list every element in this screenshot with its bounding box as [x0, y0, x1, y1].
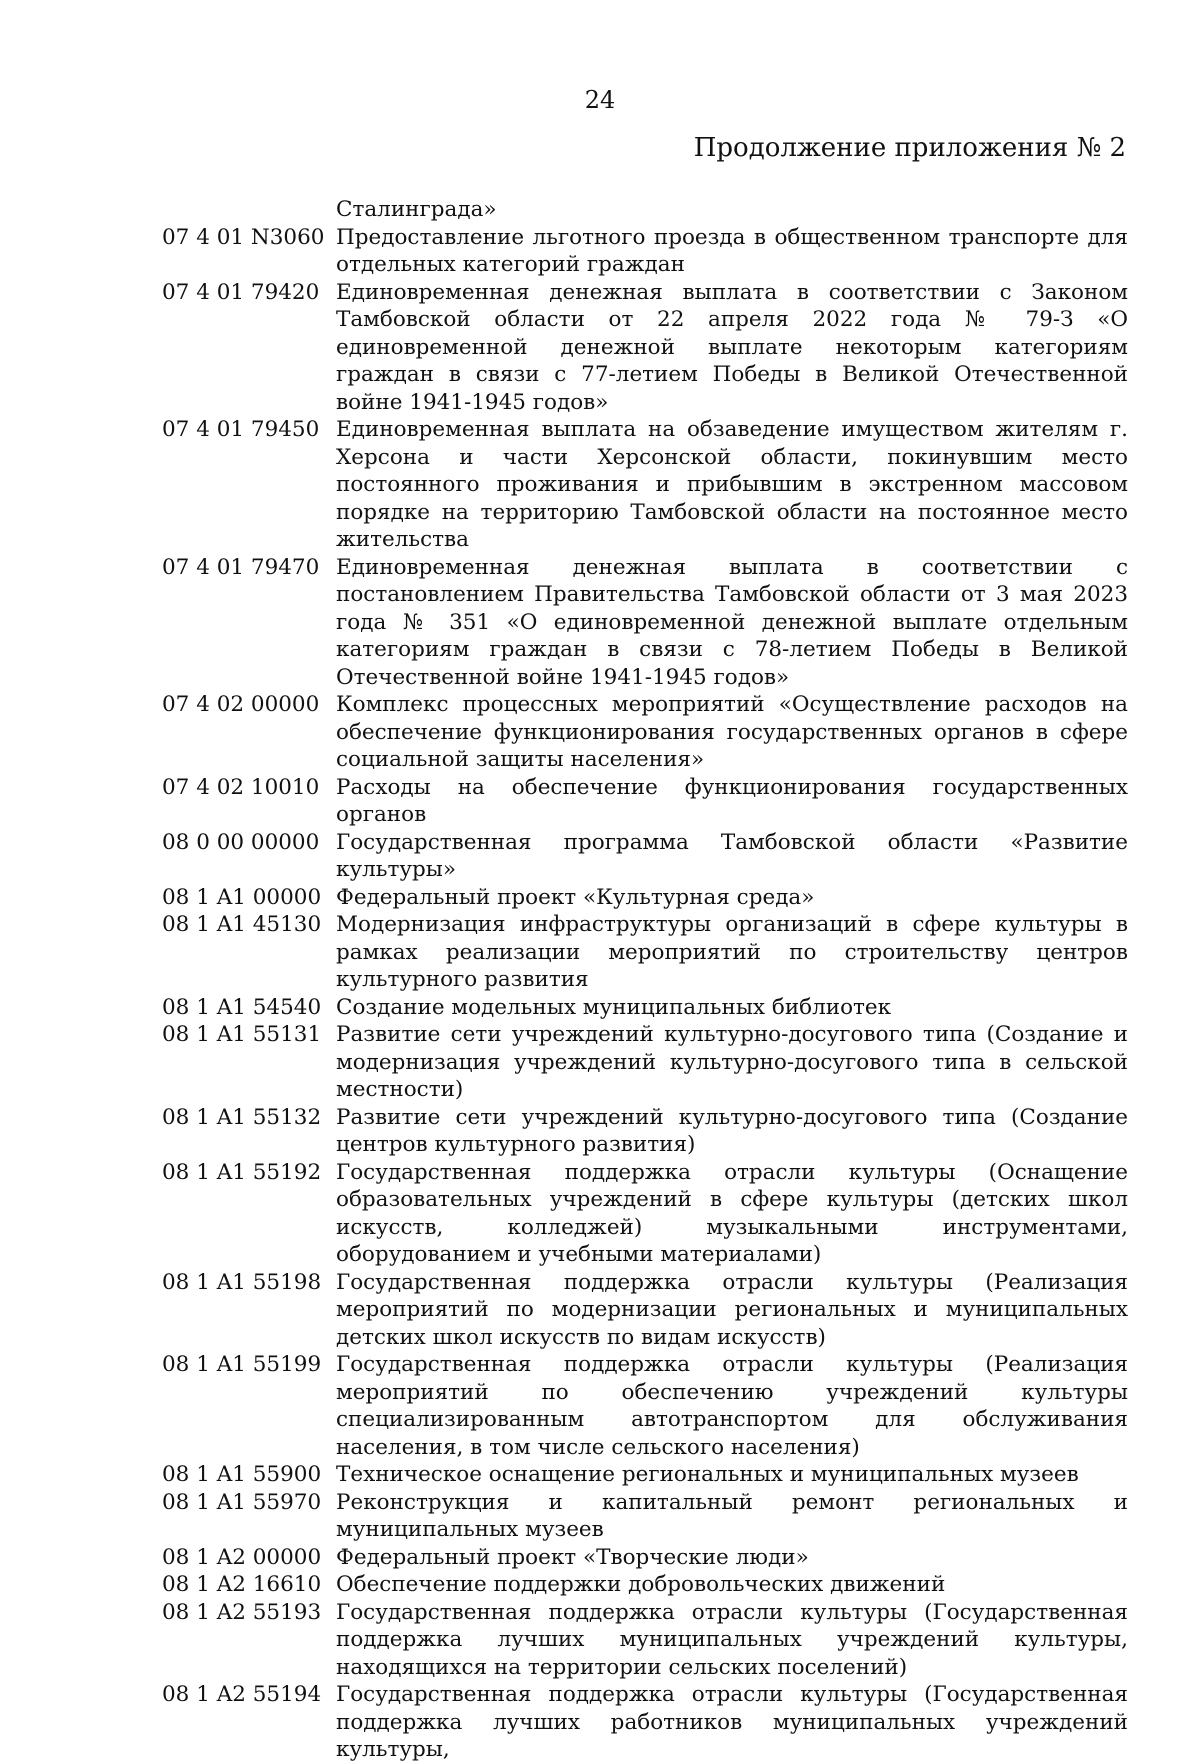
budget-code: 08 1 A1 55132 [162, 1104, 322, 1130]
expense-description: Федеральный проект «Творческие люди» [336, 1544, 809, 1570]
budget-code: 08 1 A2 16610 [162, 1572, 322, 1597]
budget-code: 07 4 02 10010 [162, 774, 320, 800]
budget-code: 08 1 A1 55131 [162, 1022, 322, 1047]
budget-code: 08 0 00 00000 [162, 829, 320, 855]
classification-codes-list [0, 196, 1200, 1764]
list-item [0, 1269, 1200, 1352]
list-item [0, 1159, 1200, 1269]
expense-description: Государственная программа Тамбовской области «Развитие культуры» [336, 829, 1128, 882]
expense-description: Обеспечение поддержки добровольческих движений [336, 1572, 946, 1597]
list-item [0, 416, 1200, 554]
list-item [0, 1021, 1200, 1104]
budget-code: 08 1 A2 55193 [162, 1599, 322, 1625]
expense-description: Комплекс процессных мероприятий «Осуществление расходов на обеспечение функционирования государственных органов в сфере социальной защиты населения» [336, 692, 1128, 772]
list-item [0, 279, 1200, 417]
expense-description: Федеральный проект «Культурная среда» [336, 884, 815, 910]
list-item [0, 1571, 1200, 1599]
budget-code: 07 4 01 N3060 [162, 224, 325, 250]
expense-description: Государственная поддержка отрасли культуры (Реализация мероприятий по обеспечению учреждений культуры специализированным автотранспортом для обслуживания населения, в том числе сельского населения) [336, 1352, 1128, 1460]
list-item [0, 224, 1200, 279]
budget-code: 08 1 A1 00000 [162, 884, 322, 910]
list-item [0, 1461, 1200, 1489]
budget-code: 08 1 A1 54540 [162, 994, 322, 1020]
list-item [0, 829, 1200, 884]
budget-code: 08 1 A2 00000 [162, 1544, 322, 1570]
list-item [0, 911, 1200, 994]
expense-description: Расходы на обеспечение функционирования государственных органов [336, 774, 1128, 827]
appendix-continuation-heading: Продолжение приложения № 2 [693, 133, 1126, 163]
list-item [0, 884, 1200, 912]
page-number: 24 [584, 86, 616, 114]
expense-description: Государственная поддержка отрасли культуры (Государственная поддержка лучших работников муниципальных учреждений культуры, [336, 1682, 1128, 1762]
expense-description: Развитие сети учреждений культурно-досугового типа (Создание и модернизация учреждений культурно-досугового типа в сельской местности) [336, 1022, 1128, 1102]
expense-description: Реконструкция и капитальный ремонт региональных и муниципальных музеев [336, 1489, 1128, 1542]
budget-code: 08 1 A1 45130 [162, 912, 322, 937]
list-item [0, 994, 1200, 1022]
expense-description: Развитие сети учреждений культурно-досугового типа (Создание центров культурного развития) [336, 1104, 1128, 1157]
list-item [0, 196, 1200, 224]
budget-code: 07 4 02 00000 [162, 692, 320, 717]
expense-description: Государственная поддержка отрасли культуры (Реализация мероприятий по модернизации региональных и муниципальных детских школ искусств по видам искусств) [336, 1269, 1128, 1350]
list-item [0, 1681, 1200, 1764]
budget-code: 07 4 01 79420 [162, 279, 320, 305]
expense-description: Предоставление льготного проезда в общественном транспорте для отдельных категорий граждан [336, 224, 1128, 277]
expense-description: Техническое оснащение региональных и муниципальных музеев [336, 1462, 1079, 1487]
expense-description: Создание модельных муниципальных библиотек [336, 994, 892, 1020]
expense-description: Единовременная денежная выплата в соответствии с Законом Тамбовской области от 22 апреля 2022 года № 79-З «О единовременной денежной выплате некоторым категориям граждан в связи с 77-летием Победы в Великой Отечественной войне 1941-1945 годов» [336, 279, 1128, 415]
expense-description: Единовременная выплата на обзаведение имуществом жителям г. Херсона и части Херсонской области, покинувшим место постоянного проживания и прибывшим в экстренном массовом порядке на территорию Тамбовской области на постоянное место жительства [336, 417, 1128, 552]
list-item [0, 1104, 1200, 1159]
list-item [0, 1544, 1200, 1572]
budget-code: 08 1 A1 55199 [162, 1352, 322, 1377]
list-item [0, 1489, 1200, 1544]
list-item [0, 774, 1200, 829]
budget-code: 07 4 01 79450 [162, 417, 320, 442]
list-item [0, 1351, 1200, 1461]
expense-description: Модернизация инфраструктуры организаций в сфере культуры в рамках реализации мероприятий по строительству центров культурного развития [336, 912, 1128, 992]
list-item [0, 691, 1200, 774]
budget-code: 08 1 A1 55198 [162, 1269, 322, 1295]
expense-description: Сталинграда» [336, 197, 497, 222]
expense-description: Единовременная денежная выплата в соответствии с постановлением Правительства Тамбовской области от 3 мая 2023 года № 351 «О единовременной денежной выплате отдельным категориям граждан в связи с 78-летием Победы в Великой Отечественной войне 1941-1945 годов» [336, 554, 1128, 690]
budget-code: 08 1 A1 55192 [162, 1159, 322, 1185]
list-item [0, 554, 1200, 692]
expense-description: Государственная поддержка отрасли культуры (Государственная поддержка лучших муниципальных учреждений культуры, находящихся на территории сельских поселений) [336, 1599, 1128, 1680]
budget-code: 07 4 01 79470 [162, 554, 320, 580]
budget-code: 08 1 A1 55900 [162, 1462, 322, 1487]
budget-code: 08 1 A2 55194 [162, 1682, 322, 1707]
list-item [0, 1599, 1200, 1682]
expense-description: Государственная поддержка отрасли культуры (Оснащение образовательных учреждений в сфере культуры (детских школ искусств, колледжей) музыкальными инструментами, оборудованием и учебными материалами) [336, 1159, 1128, 1267]
budget-code: 08 1 A1 55970 [162, 1489, 322, 1515]
budget-code [162, 196, 336, 224]
